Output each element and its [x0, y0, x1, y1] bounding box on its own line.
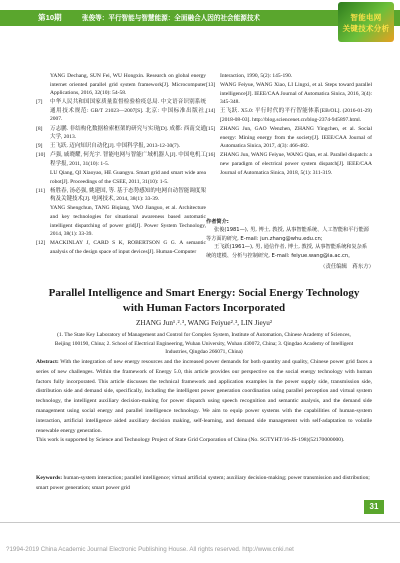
references-right-column: [206, 72, 372, 178]
abstract-label: Abstract:: [36, 359, 59, 365]
reference-item: LU Qiang, QI Xiaoyao, HE Guangyu. Smart grid and smart wide area robot[J]. Proceedings of the CSEE, 2011, 31(10): 1-5.: [50, 170, 206, 185]
bio-author-1: 张俊(1981—), 男, 博士, 教授, 从事智能系统、人工智能和平行能源等方面的研究, E-mail: jun.zhang@whu.edu.cn;: [206, 227, 369, 242]
english-title-line1: Parallel Intelligence and Smart Energy: Social Energy Technology: [48, 287, 360, 299]
responsible-editor: （责任编辑 蒋东方）: [320, 264, 374, 270]
footer-divider: [0, 522, 400, 523]
english-title-line2: with Human Factors Incorporated: [122, 302, 286, 314]
reference-item: [9] 王飞跃. 迈向知识自动化[J]. 中国科学报, 2013-12-30(7).: [36, 143, 181, 150]
english-abstract: [36, 358, 372, 446]
english-authors: ZHANG Jun¹˒²˒³, WANG Feiyue²˒³, LIN Jieyu²: [136, 319, 272, 327]
reference-item: Interaction, 1990, 5(2): 145-190.: [220, 73, 293, 79]
reference-item: [15] ZHANG Jun, GAO Wenzhen, ZHANG Yingchen, et al. Social energy: Mining energy from the society[J]. IEEE/CAA Journal of Automatica Sinica, 2017, 4(3): 466-482.: [206, 126, 372, 150]
running-header: [0, 0, 400, 52]
copyright-footer: ?1994-2019 China Academic Journal Electronic Publishing House. All rights reserved. http://www.cnki.net: [6, 546, 294, 553]
reference-item: [16] ZHANG Jun, WANG Feiyue, WANG Qian, et al. Parallel dispatch: a new paradigm of electrical power system dispatch[J]. IEEE/CAA Journal of Automatica Sinica, 2018, 5(1): 311-319.: [206, 152, 372, 176]
reference-item: [8] 万志鹏. 非结构化数据检索框架的研究与实现[D]. 成都: 西南交通大学, 2013.: [36, 125, 206, 141]
reference-item: [10] 卢强, 戚晓耀, 何光宇. 智能电网与智能广域机器人[J]. 中国电机工程学报, 2011, 31(10): 1-5.: [36, 152, 206, 167]
reference-item: [12] MACKINLAY J, CARD S K, ROBERTSON G G. A semantic analysis of the design space of input devices[J]. Human-Computer: [36, 240, 206, 255]
abstract-text: With the integration of new energy resources and the increased power demands for both quantity and quality, Chinese power grid faces a series of new challenges. Within the framework of Energy 5.0, this article provides our perspective on the social energy technology with human factors fully incorporated. This article discusses the technical framework and application examples in the power supply side, transmission side, distribution side and demand side, specifically, including the intelligent power generation coordination using parallel perception and virtual system technology, the intelligent auxiliary decision-making for power dispatch using speech recognition and semantic analysis, and the demand side management using social energy and parallel intelligence technology. We aim to equip power systems with the capabilities of human-system interaction, artificial intelligence aided auxiliary decision making, self-learning, and demand side management with self-adaptation to volatile renewable energy generation.: [36, 359, 372, 434]
reference-item: [13] WANG Feiyue, WANG Xiao, LI Lingxi, et al. Steps toward parallel intelligence[J]. IEEE/CAA Journal of Automatica Sinica, 2016, 3(4): 345-348.: [206, 82, 372, 106]
english-keywords: [36, 474, 372, 493]
reference-item: [7] 中华人民共和国国家质量监督检验检疫总局. 中文语音识别系统通用技术规范: GB/T 21023—2007[S]. 北京: 中国标准出版社, 2007.: [36, 99, 206, 123]
reference-item: [14] 王飞跃. X5.0: 平行时代的平行智能体系[EB/OL]. (2016-01-29)[2018-08-03]. http://blog.sciencenet.cn/blog-2374-945897.html.: [206, 108, 372, 123]
funding-note: This work is supported by Science and Technology Project of State Grid Corporation of China (No. SGTYHT/16-JS-198)(52170000000).: [36, 437, 345, 444]
running-title: 张俊等：平行智能与智慧能源：全面融合人因的社会能源技术: [82, 14, 261, 22]
page-number: 31: [364, 500, 384, 514]
logo-text-line2: 关键技术分析: [342, 24, 390, 33]
reference-item: YANG Shengchun, TANG Biqiang, YAO Jianguo, et al. Architecture and key technologies for situational awareness based automatic intelligent dispatching of power grid[J]. Power System Technology, 2014, 38(1): 33-39.: [50, 205, 206, 238]
english-affiliation: (1. The State Key Laboratory of Management and Control for Complex System, Institute of Automation, Chinese Academy of Sciences, Beijing 100190, China; 2. School of Electrical Engineering, Wuhan University, Wuhan 430072, China; 3. Qingdao Academy of Intelligent Industries, Qingdao 266071, China): [54, 332, 354, 356]
keywords-text: human-system interaction; parallel intelligence; virtual artificial system; auxiliary decision-making; power transmission and distribution; smart power generation; smart power grid: [36, 475, 370, 491]
references-left-column: [36, 72, 206, 257]
bio-author-2: 王飞跃(1961—), 男, 通信作者, 博士, 教授, 从事智能系统和复杂系统的建模、分析与控制研究, E-mail: feiyue.wang@ia.ac.cn。: [206, 244, 368, 259]
issue-number: 第10期: [38, 13, 62, 22]
journal-logo: [338, 2, 394, 42]
bio-heading: 作者简介:: [206, 219, 229, 225]
logo-text-line1: 智能电网: [350, 13, 382, 22]
keywords-label: Keywords:: [36, 475, 63, 481]
reference-item: [11] 杨胜春, 汤必强, 姚建国, 等. 基于态势感知的电网自动智能调度架构及关键技术[J]. 电网技术, 2014, 38(1): 33-39.: [36, 187, 206, 203]
english-title: [36, 286, 372, 316]
reference-item: YANG Dechang, SUN Fei, WU Hongxin. Research on global energy internet oriented parallel grid system framework[J]. Microcomputer Applications, 2016, 32(10): 54-58.: [50, 73, 206, 97]
author-bio: [206, 218, 372, 260]
